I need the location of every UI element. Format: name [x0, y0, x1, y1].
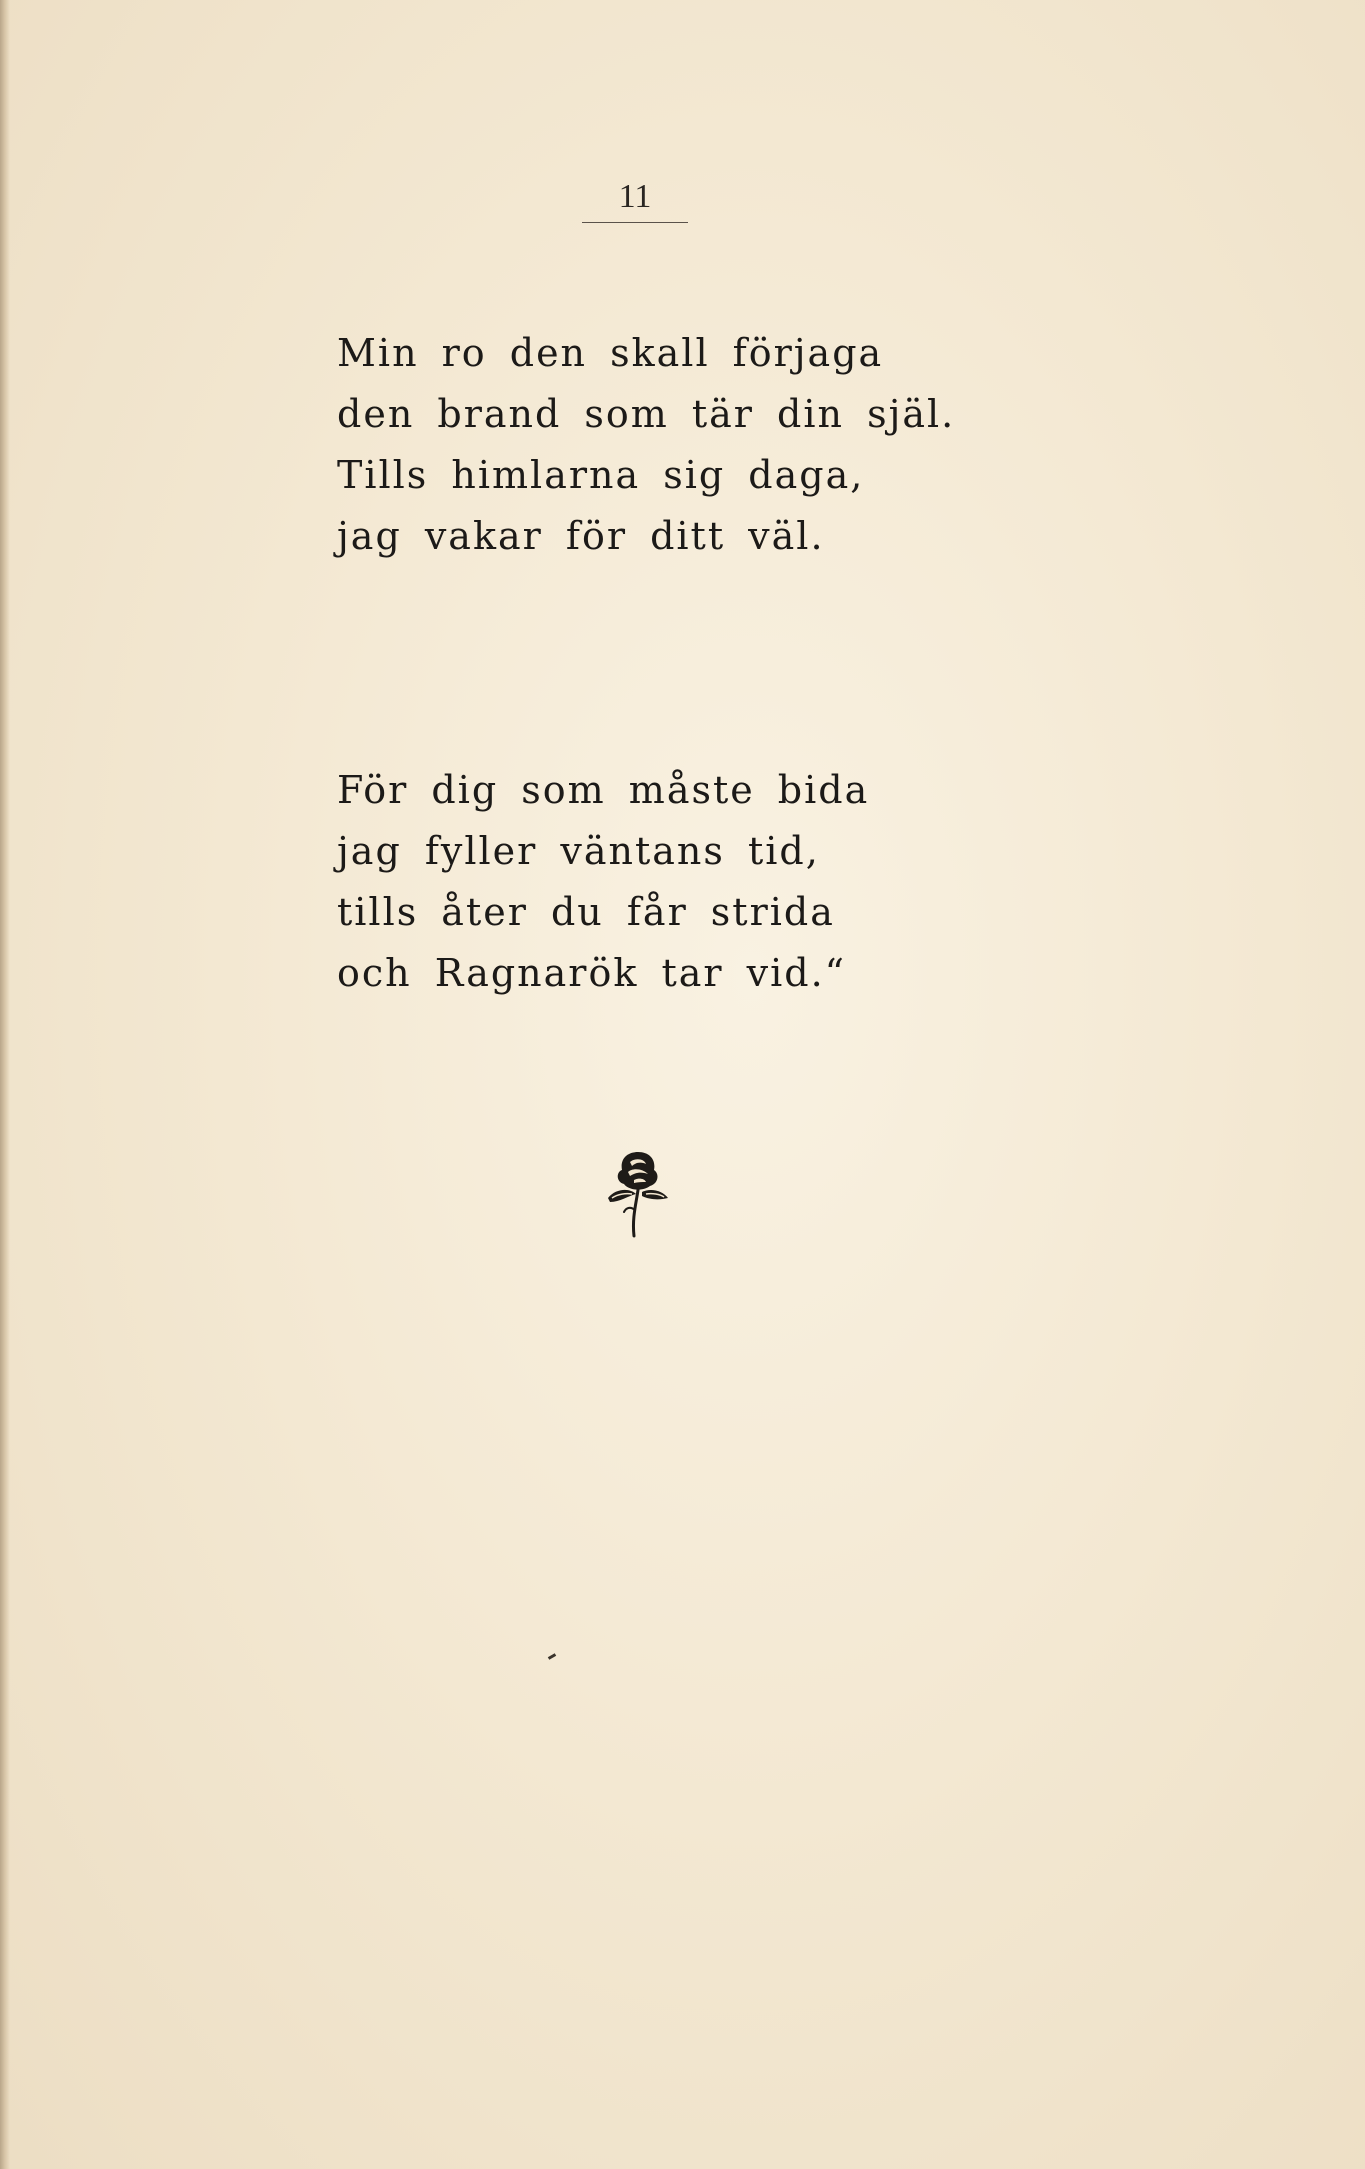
rose-flower-icon: [598, 1146, 678, 1242]
page-number-rule: [582, 222, 688, 223]
poem-line: jag fyller väntans tid,: [337, 829, 820, 873]
poem-line: För dig som måste bida: [337, 768, 870, 812]
poem-stanza-2: [337, 760, 869, 1004]
page-binding-edge: [0, 0, 10, 2169]
poem-line: och Ragnarök tar vid.“: [337, 951, 847, 995]
poem-stanza-1: [337, 323, 955, 567]
poem-line: tills åter du får strida: [337, 890, 835, 934]
page-number: 11: [618, 178, 652, 215]
poem-line: jag vakar för ditt väl.: [337, 514, 825, 558]
poem-line: Min ro den skall förjaga: [337, 331, 884, 375]
poem-line: den brand som tär din själ.: [337, 392, 956, 436]
ink-speck: [548, 1653, 556, 1660]
poem-line: Tills himlarna sig daga,: [337, 453, 865, 497]
